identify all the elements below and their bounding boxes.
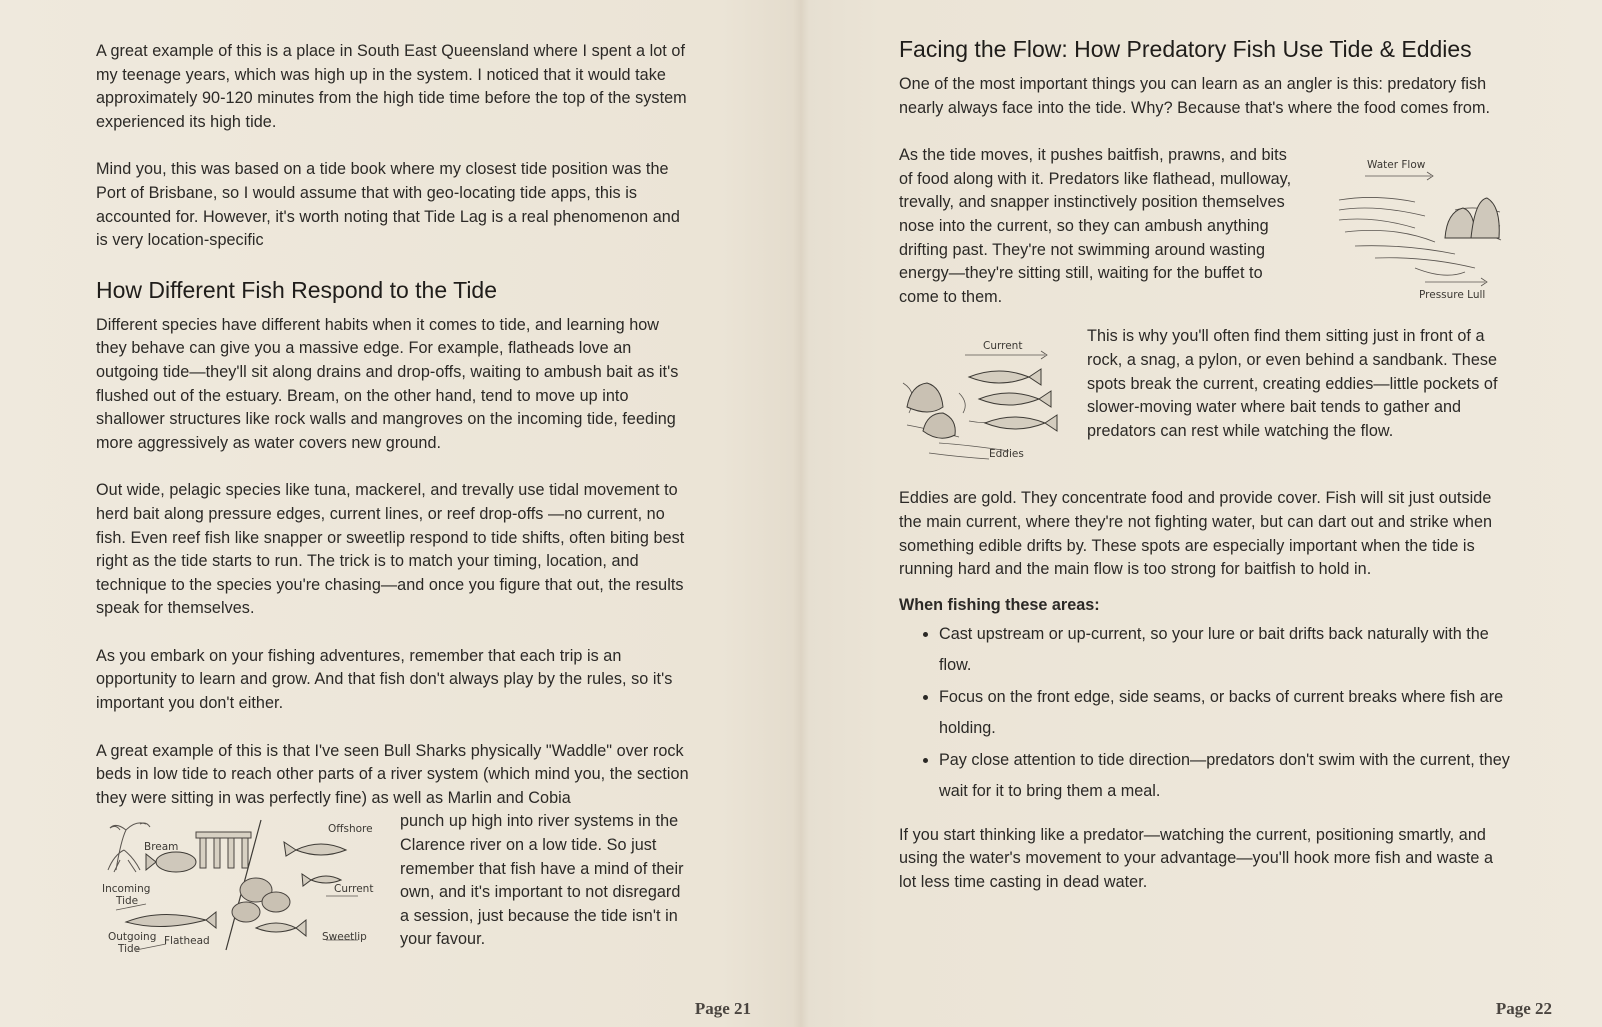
- page-number: Page 21: [694, 999, 751, 1018]
- bold-label: When fishing these areas:: [899, 595, 1100, 614]
- section-heading: How Different Fish Respond to the Tide: [96, 276, 498, 303]
- label-offshore: Offshore: [328, 823, 373, 836]
- paragraph: A great example of this is that I've seen Bull Sharks physically "Waddle" over rock beds in low tide to reach other parts of a river system (which mind you, the section they were sitting in was perfectly fine) as well as Marlin and Cobia: [96, 741, 689, 807]
- paragraph: Out wide, pelagic species like tuna, mackerel, and trevally use tidal movement to herd bait along pressure edges, current lines, or reef drop-offs —no current, no fish. Even reef fish like snapper or sweetlip respond to tide shifts, often biting best right as the tide starts to run. The trick is to match your timing, location, and technique to the species you're chasing—and once you figure that out, the results speak for themselves.: [96, 481, 685, 618]
- paragraph: As the tide moves, it pushes baitfish, prawns, and bits of food along with it. Predators like flathead, mulloway, trevally, and snapper instinctively position themselves nose into the current, so they can ambush anything drifting past. They're not swimming around wasting energy—they're sitting still, waiting for the buffet to come to them.: [899, 146, 1292, 306]
- label-pressure-lull: Pressure Lull: [1419, 289, 1486, 301]
- label-incoming-tide: Tide: [116, 895, 139, 908]
- paragraph: A great example of this is a place in South East Queensland where I spent a lot of my teenage years, which was high up in the system. I noticed that it would take approximately 90-120 minutes from the high tide time before the top of the system experienced its high tide.: [96, 42, 687, 131]
- page-right: [801, 0, 1602, 1027]
- section-heading: Facing the Flow: How Predatory Fish Use Tide & Eddies: [899, 36, 1472, 62]
- label-flathead: Flathead: [164, 935, 210, 948]
- figure-text-wrap: [899, 325, 1512, 463]
- paragraph: punch up high into river systems in the Clarence river on a low tide. So just remember that fish have a mind of their own, and it's important to not disregard a session, just because the tide isn't in your favour.: [400, 812, 684, 949]
- paragraph: Mind you, this was based on a tide book where my closest tide position was the Port of Brisbane, so I would assume that with geo-locating tide apps, this is accounted for. However, it's worth noting that Tide Lag is a real phenomenon and is very location-specific: [96, 160, 680, 250]
- paragraph: Eddies are gold. They concentrate food and provide cover. Fish will sit just outside the main current, where they're not fighting water, but can dart out and strike when something edible drifts by. These spots are especially important when the tide is running hard and the main flow is too strong for baitfish to hold in.: [899, 489, 1493, 579]
- label-current: Current: [334, 883, 374, 896]
- paragraph: This is why you'll often find them sitting just in front of a rock, a snag, a pylon, or even behind a sandbank. These spots break the current, creating eddies—little pockets of slower-moving water where bait tends to gather and predators can rest while watching the flow.: [1087, 327, 1498, 440]
- paragraph: As you embark on your fishing adventures, remember that each trip is an opportunity to learn and grow. And that fish don't always play by the rules, so it's important you don't either.: [96, 646, 673, 713]
- label-bream: Bream: [144, 841, 179, 854]
- figure-text-wrap: [96, 810, 691, 960]
- label-outgoing: Outgoing: [108, 931, 157, 944]
- fish-habitat-illustration: [96, 810, 386, 960]
- page-number: Page 22: [1495, 999, 1552, 1018]
- water-flow-illustration: [1335, 150, 1503, 300]
- eddies-illustration: [899, 333, 1063, 463]
- figure-text-wrap: [899, 144, 1512, 309]
- paragraph: One of the most important things you can learn as an angler is this: predatory fish nearly always face into the tide. Why? Because that's where the food comes from.: [899, 75, 1491, 117]
- paragraph: If you start thinking like a predator—watching the current, positioning smartly, and using the water's movement to your advantage—you'll hook more fish and waste a lot less time casting in dead water.: [899, 825, 1494, 891]
- label-outgoing-tide: Tide: [118, 943, 141, 956]
- label-eddies: Eddies: [989, 448, 1024, 461]
- label-water-flow: Water Flow: [1367, 159, 1426, 172]
- bullet-list: [899, 619, 1512, 808]
- list-item: • Pay close attention to tide direction—predators don't swim with the current, they wait for it to bring them a meal.: [939, 745, 1512, 808]
- label-current: Current: [983, 340, 1023, 353]
- label-incoming: Incoming: [102, 883, 151, 896]
- paragraph: Different species have different habits when it comes to tide, and learning how they behave can give you a massive edge. For example, flatheads love an outgoing tide—they'll sit along drains and drop-offs, waiting to ambush bait as it's flushed out of the estuary. Bream, on the other hand, tend to move up into shallower structures like rock walls and mangroves on the incoming tide, feeding more aggressively as water covers new ground.: [96, 315, 679, 452]
- list-item: • Focus on the front edge, side seams, or backs of current breaks where fish are holding.: [939, 682, 1512, 745]
- label-sweetlip: Sweetlip: [322, 931, 367, 944]
- list-item: • Cast upstream or up-current, so your lure or bait drifts back naturally with the flow.: [939, 619, 1512, 682]
